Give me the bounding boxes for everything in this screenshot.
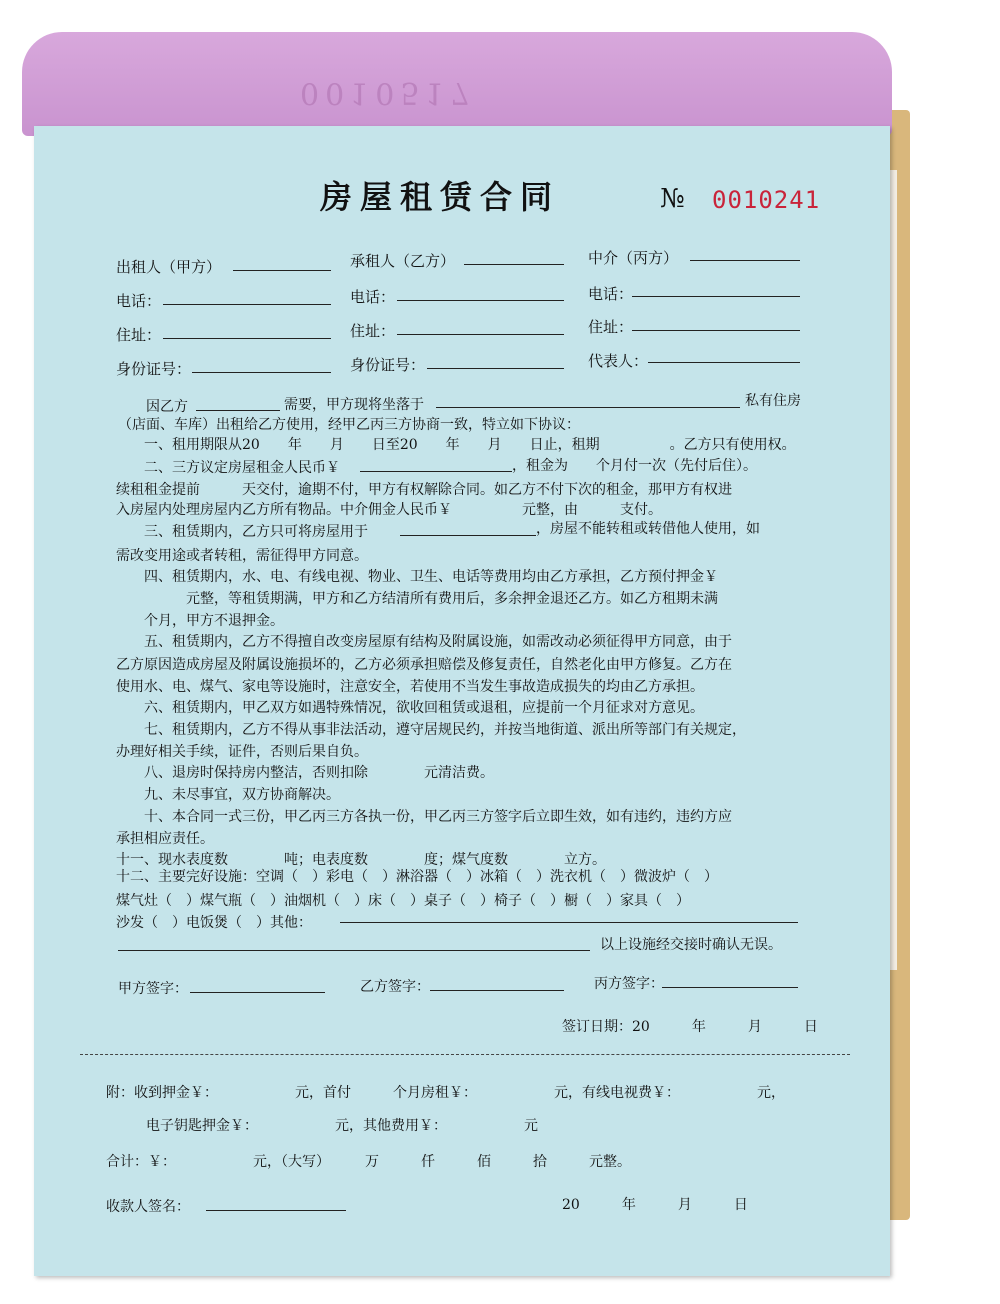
usage-field[interactable] [400, 535, 536, 536]
lessee-address-field[interactable] [397, 334, 564, 335]
clause-12-line3: 沙发（ ）电饭煲（ ）其他： [116, 915, 312, 931]
tear-line [80, 1054, 850, 1055]
other-facilities-field-2[interactable] [118, 950, 590, 951]
lessor-phone-label: 电话： [116, 292, 162, 310]
clause-2-a: 二、三方议定房屋租金人民币￥ [144, 460, 340, 476]
receipt-line-1: 附：收到押金￥： 元，首付 个月房租￥： 元，有线电视费￥： 元， [106, 1085, 785, 1101]
payee-signature-field[interactable] [206, 1210, 346, 1211]
clause-12: 十二、主要完好设施：空调（ ）彩电（ ）淋浴器（ ）冰箱（ ）洗衣机（ ）微波炉（ ） [116, 869, 718, 885]
party-a-signature-field[interactable] [190, 992, 325, 993]
agent-phone-label: 电话： [588, 285, 634, 303]
clause-3-line2: 需改变用途或者转租，需征得甲方同意。 [116, 548, 368, 564]
clause-1: 一、租用期限从20 年 月 日至20 年 月 日止，租期 。乙方只有使用权。 [144, 437, 796, 453]
lessee-field[interactable] [464, 264, 564, 265]
agent-field[interactable] [690, 260, 800, 261]
lessee-phone-field[interactable] [397, 300, 564, 301]
clause-9: 九、未尽事宜，双方协商解决。 [144, 787, 340, 803]
agent-phone-field[interactable] [632, 296, 800, 297]
lessor-field[interactable] [233, 270, 331, 271]
contract-title: 房屋租赁合同 [320, 178, 561, 216]
lessor-address-field[interactable] [163, 338, 331, 339]
agent-label: 中介（丙方） [588, 249, 679, 267]
pink-back-text: 0010517 [300, 75, 476, 110]
lessor-id-label: 身份证号： [116, 360, 192, 378]
representative-label: 代表人： [588, 352, 649, 370]
clause-11: 十一、现水表度数 吨；电表度数 度；煤气度数 立方。 [116, 852, 606, 868]
number-sign: № [660, 184, 685, 214]
party-b-signature-field[interactable] [430, 990, 564, 991]
lessor-id-field[interactable] [192, 372, 331, 373]
party-c-signature-label: 丙方签字： [594, 976, 664, 992]
lessee-id-label: 身份证号： [350, 356, 426, 374]
lessee-label: 承租人（乙方） [350, 252, 456, 270]
payee-signature-label: 收款人签名： [106, 1199, 190, 1215]
serial-number: 0010241 [712, 186, 821, 214]
lessor-phone-field[interactable] [163, 304, 331, 305]
intro-text-line2: （店面、车库）出租给乙方使用，经甲乙丙三方协商一致，特立如下协议： [118, 417, 580, 433]
clause-7: 七、租赁期内，乙方不得从事非法活动，遵守居规民约，并按当地街道、派出所等部门有关规定， [144, 722, 746, 738]
representative-field[interactable] [648, 362, 800, 363]
lessee-phone-label: 电话： [350, 288, 396, 306]
signing-date: 签订日期：20 年 月 日 [562, 1019, 818, 1035]
clause-5-line3: 使用水、电、煤气、家电等设施时，注意安全，若使用不当发生事故造成损失的均由乙方承担。 [116, 679, 704, 695]
clause-10-line2: 承担相应责任。 [116, 831, 214, 847]
receipt-total: 合计：￥： 元，（大写） 万 仟 佰 拾 元整。 [106, 1154, 631, 1170]
party-b-signature-label: 乙方签字： [360, 979, 430, 995]
intro-text-b: 需要，甲方现将坐落于 [284, 397, 424, 413]
lessee-id-field[interactable] [427, 368, 564, 369]
clause-2-line2: 续租租金提前 天交付，逾期不付，甲方有权解除合同。如乙方不付下次的租金，那甲方有权进 [116, 482, 732, 498]
agent-address-field[interactable] [632, 330, 800, 331]
facilities-confirm-text: 以上设施经交接时确认无误。 [600, 937, 782, 953]
clause-2-line3: 入房屋内处理房屋内乙方所有物品。中介佣金人民币￥ 元整，由 支付。 [116, 502, 662, 518]
receipt-line-2: 电子钥匙押金￥： 元，其他费用￥： 元 [146, 1118, 538, 1134]
party-c-signature-field[interactable] [662, 987, 798, 988]
receipt-date: 20 年 月 日 [562, 1197, 748, 1213]
clause-2-b: ，租金为 个月付一次（先付后住）。 [512, 458, 757, 474]
clause-4-line3: 个月，甲方不退押金。 [116, 613, 284, 629]
other-facilities-field[interactable] [340, 922, 798, 923]
party-a-signature-label: 甲方签字： [118, 981, 188, 997]
clause-4-line2: 元整，等租赁期满，甲方和乙方结清所有费用后，多余押金退还乙方。如乙方租期未满 [116, 591, 718, 607]
lessor-address-label: 住址： [116, 326, 162, 344]
clause-5: 五、租赁期内，乙方不得擅自改变房屋原有结构及附属设施，如需改动必须征得甲方同意，由于 [144, 634, 732, 650]
clause-4: 四、租赁期内，水、电、有线电视、物业、卫生、电话等费用均由乙方承担，乙方预付押金￥ [144, 569, 718, 585]
clause-6: 六、租赁期内，甲乙双方如遇特殊情况，欲收回租赁或退租，应提前一个月征求对方意见。 [144, 700, 704, 716]
property-location-field[interactable] [436, 407, 740, 408]
intro-text-c: 私有住房 [745, 393, 801, 409]
lessee-address-label: 住址： [350, 322, 396, 340]
intro-text-a: 因乙方 [146, 399, 188, 415]
purpose-field[interactable] [196, 410, 280, 411]
clause-10: 十、本合同一式三份，甲乙丙三方各执一份，甲乙丙三方签字后立即生效，如有违约，违约方应 [144, 809, 732, 825]
lessor-label: 出租人（甲方） [116, 258, 222, 276]
agent-address-label: 住址： [588, 318, 634, 336]
clause-3-b: ，房屋不能转租或转借他人使用，如 [536, 521, 760, 537]
clause-5-line2: 乙方原因造成房屋及附属设施损坏的，乙方必须承担赔偿及修复责任，自然老化由甲方修复。乙方在 [116, 657, 732, 673]
clause-7-line2: 办理好相关手续，证件，否则后果自负。 [116, 744, 368, 760]
rent-amount-field[interactable] [360, 471, 512, 472]
clause-3-a: 三、租赁期内，乙方只可将房屋用于 [144, 524, 368, 540]
clause-8: 八、退房时保持房内整洁，否则扣除 元清洁费。 [144, 765, 494, 781]
clause-12-line2: 煤气灶（ ）煤气瓶（ ）油烟机（ ）床（ ）桌子（ ）椅子（ ）橱（ ）家具（ ） [116, 893, 690, 909]
